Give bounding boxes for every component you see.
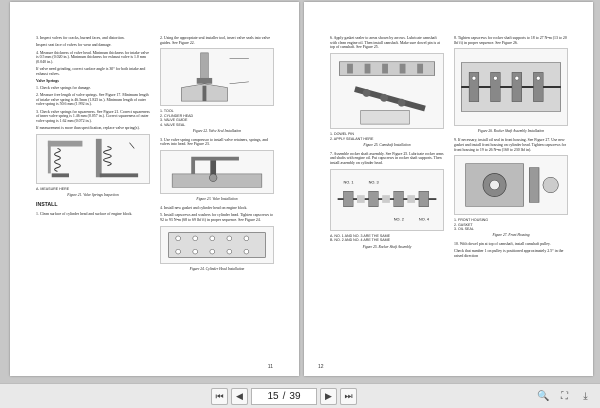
figure-21-illustration bbox=[36, 134, 150, 184]
fullscreen-button[interactable] bbox=[556, 388, 573, 405]
figure-23-illustration bbox=[160, 150, 274, 194]
text-paragraph: Inspect seat face of valves for wear and damage. bbox=[36, 43, 112, 48]
legend-item: 3. OIL SEAL bbox=[454, 227, 474, 232]
legend-item: 2. CYLINDER HEAD bbox=[160, 113, 194, 118]
figure-24-illustration bbox=[160, 226, 274, 264]
figure-legend bbox=[454, 218, 568, 231]
rocker-label-no3: NO. 3 bbox=[368, 179, 379, 185]
figure-legend: A. MEASURE HERE bbox=[36, 186, 70, 191]
viewer-tools bbox=[535, 388, 594, 405]
download-button[interactable] bbox=[577, 388, 594, 405]
next-page-button[interactable] bbox=[320, 388, 337, 405]
legend-item: A. NO. 1 AND NO. 3 ARE THE SAME bbox=[330, 233, 391, 238]
text-paragraph: 2. Using the appropriate seal installer tool, insert valve seals into valve guides. See Figure 22. bbox=[160, 36, 271, 45]
figure-caption: Figure 23. Valve Installation bbox=[196, 197, 238, 202]
current-page: 15 bbox=[267, 391, 279, 402]
first-page-icon: ⏮ bbox=[215, 391, 224, 402]
legend-item: 1. TOOL bbox=[160, 109, 174, 114]
legend-item: 2. GASKET bbox=[454, 222, 473, 227]
right-page-column-1 bbox=[330, 36, 444, 253]
valve-compressor-drawing bbox=[161, 151, 273, 193]
last-page-button[interactable] bbox=[340, 388, 357, 405]
page-navigation bbox=[211, 388, 357, 405]
magnifier-icon: 🔍 bbox=[537, 391, 550, 402]
rocker-label-no1: NO. 1 bbox=[343, 179, 354, 185]
legend-item: 1. FRONT HOUSING bbox=[454, 218, 489, 223]
figure-caption: Figure 27. Front Housing bbox=[492, 233, 530, 238]
legend-item: 2. APPLY SEALANT HERE bbox=[330, 136, 374, 141]
figure-25-illustration bbox=[330, 53, 444, 129]
text-paragraph: 3. Inspect valves for cracks, burned faces, and distortion. bbox=[36, 36, 125, 40]
figure-legend bbox=[160, 109, 274, 127]
zoom-button[interactable] bbox=[535, 388, 552, 405]
figure-legend bbox=[330, 132, 444, 141]
viewer-toolbar bbox=[0, 383, 600, 408]
text-paragraph: 9. If necessary, install oil seal in front housing. See Figure 27. Use new gasket and install front housing on cylinder head. Tighten capscrews for front housing to 19 to 26 N•m (160 to 230 lbf in). bbox=[454, 138, 567, 152]
page-number-field[interactable] bbox=[251, 388, 317, 405]
text-paragraph: 10. With dowel pin at top of camshaft, install camshaft pulley. bbox=[454, 242, 551, 247]
rocker-label-no4: NO. 4 bbox=[418, 216, 430, 222]
valve-spring-drawing bbox=[37, 135, 149, 183]
figure-22-illustration bbox=[160, 48, 274, 106]
front-housing-drawing bbox=[455, 156, 567, 214]
text-paragraph: If measurement is more than specification, replace valve spring(s). bbox=[36, 126, 140, 131]
last-page-icon: ⏭ bbox=[344, 391, 353, 402]
text-paragraph: 2. Measure free length of valve springs. See Figure 17. Minimum length of intake valve spring is 46.5mm (1.825 in.). Minimum length of outer valve spring is 50.6 mm (1.992 in.). bbox=[36, 92, 149, 107]
left-page-column-1 bbox=[36, 36, 150, 219]
text-paragraph: Check that number 1 on pulley is positioned approximately 2.5° in the raised direction bbox=[454, 249, 564, 259]
rocker-shaft-drawing bbox=[331, 170, 443, 230]
figure-caption: Figure 25. Rocker Shaft Assembly bbox=[362, 244, 412, 249]
first-page-button[interactable] bbox=[211, 388, 228, 405]
section-subtitle: Valve Springs bbox=[36, 79, 59, 84]
cylinder-head-drawing bbox=[161, 227, 273, 263]
legend-item: 3. VALVE GUIDE bbox=[160, 118, 188, 123]
figure-caption: Figure 21. Valve Springs Inspection bbox=[67, 193, 119, 198]
prev-page-button[interactable] bbox=[231, 388, 248, 405]
figure-caption: Figure 22. Valve Seal Installation bbox=[192, 129, 242, 134]
text-paragraph: 1. Clean surface of cylinder head and surface of engine block. bbox=[36, 211, 133, 216]
text-paragraph: 5. Install capscrews and washers for cylinder head. Tighten capscrews to 92 to 93 N•m (68 to 69 lbf ft) in proper sequence. See Figure 24. bbox=[160, 213, 274, 222]
legend-item: B. NO. 2 AND NO. 4 ARE THE SAME bbox=[330, 238, 391, 243]
rocker-label-no2: NO. 2 bbox=[393, 216, 404, 222]
text-paragraph: If valve need grinding, correct surface angle is 30° for both intake and exhaust valves. bbox=[36, 67, 146, 76]
download-icon: ⤓ bbox=[583, 391, 588, 402]
page-12 bbox=[304, 2, 593, 376]
legend-item: 4. VALVE SEAL bbox=[160, 122, 186, 127]
text-paragraph: 4. Install new gasket and cylinder head on engine block. bbox=[160, 205, 248, 210]
left-page-column-2 bbox=[160, 36, 274, 275]
next-page-icon: ▶ bbox=[325, 391, 332, 402]
figure-26-illustration bbox=[454, 48, 568, 126]
page-number: 11 bbox=[267, 364, 273, 370]
valve-seal-drawing bbox=[161, 49, 273, 105]
text-paragraph: 3. Use valve spring compressor to install valve retainers, springs, and valves into head. See Figure 23. bbox=[160, 137, 268, 147]
figure-caption: Figure 24. Cylinder Head Installation bbox=[189, 266, 245, 271]
page-separator: / bbox=[282, 391, 286, 402]
page-number: 12 bbox=[318, 364, 324, 370]
text-paragraph: 3. Check valve springs for squareness. See Figure 21. Correct squareness of inner valve spring is 1.46 mm (0.057 in.). Correct squareness of outer valve spring is 1.62 mm (0.072 in.). bbox=[36, 109, 150, 123]
prev-page-icon: ◀ bbox=[236, 391, 243, 402]
figure-rocker-shaft-illustration bbox=[330, 169, 444, 231]
text-paragraph: 8. Tighten capscrews for rocker shaft supports to 18 to 27 N•m (13 to 20 lbf ft) in proper sequence. See Figure 26. bbox=[454, 36, 567, 45]
section-heading: INSTALL bbox=[36, 202, 58, 209]
camshaft-drawing bbox=[331, 54, 443, 128]
total-pages: 39 bbox=[289, 391, 301, 402]
figure-caption: Figure 26. Rocker Shaft Assembly Installation bbox=[477, 129, 545, 134]
legend-item: 1. DOWEL PIN bbox=[330, 132, 355, 137]
figure-caption: Figure 25. Camshaft Installation bbox=[363, 142, 411, 147]
text-paragraph: 6. Apply gasket sealer to areas shown by arrows. Lubricate camshaft with clean engine oil. Then install camshaft. Make sure dowel pin is at top of camshaft. See Figure 25. bbox=[330, 36, 440, 50]
text-paragraph: 1. Check valve springs for damage. bbox=[36, 85, 91, 90]
text-paragraph: 4. Measure thickness of valve head. Minimum thickness for intake valve is 0.5 mm (0.020 in.). Minimum thickness for exhaust valve is 1.0 mm (0.040 in.). bbox=[36, 50, 150, 64]
fullscreen-icon: ⛶ bbox=[561, 391, 568, 402]
right-page-column-2 bbox=[454, 36, 568, 261]
page-11 bbox=[10, 2, 299, 376]
text-paragraph: 7. Assemble rocker shaft assembly. See Figure 25. Lubricate rocker arms and shafts with engine oil. Put capscrews in rocker shaft supports. Then install assembly on cylinder head. bbox=[330, 151, 444, 166]
figure-27-illustration bbox=[454, 155, 568, 215]
figure-legend bbox=[330, 234, 444, 243]
rocker-install-drawing bbox=[455, 49, 567, 125]
